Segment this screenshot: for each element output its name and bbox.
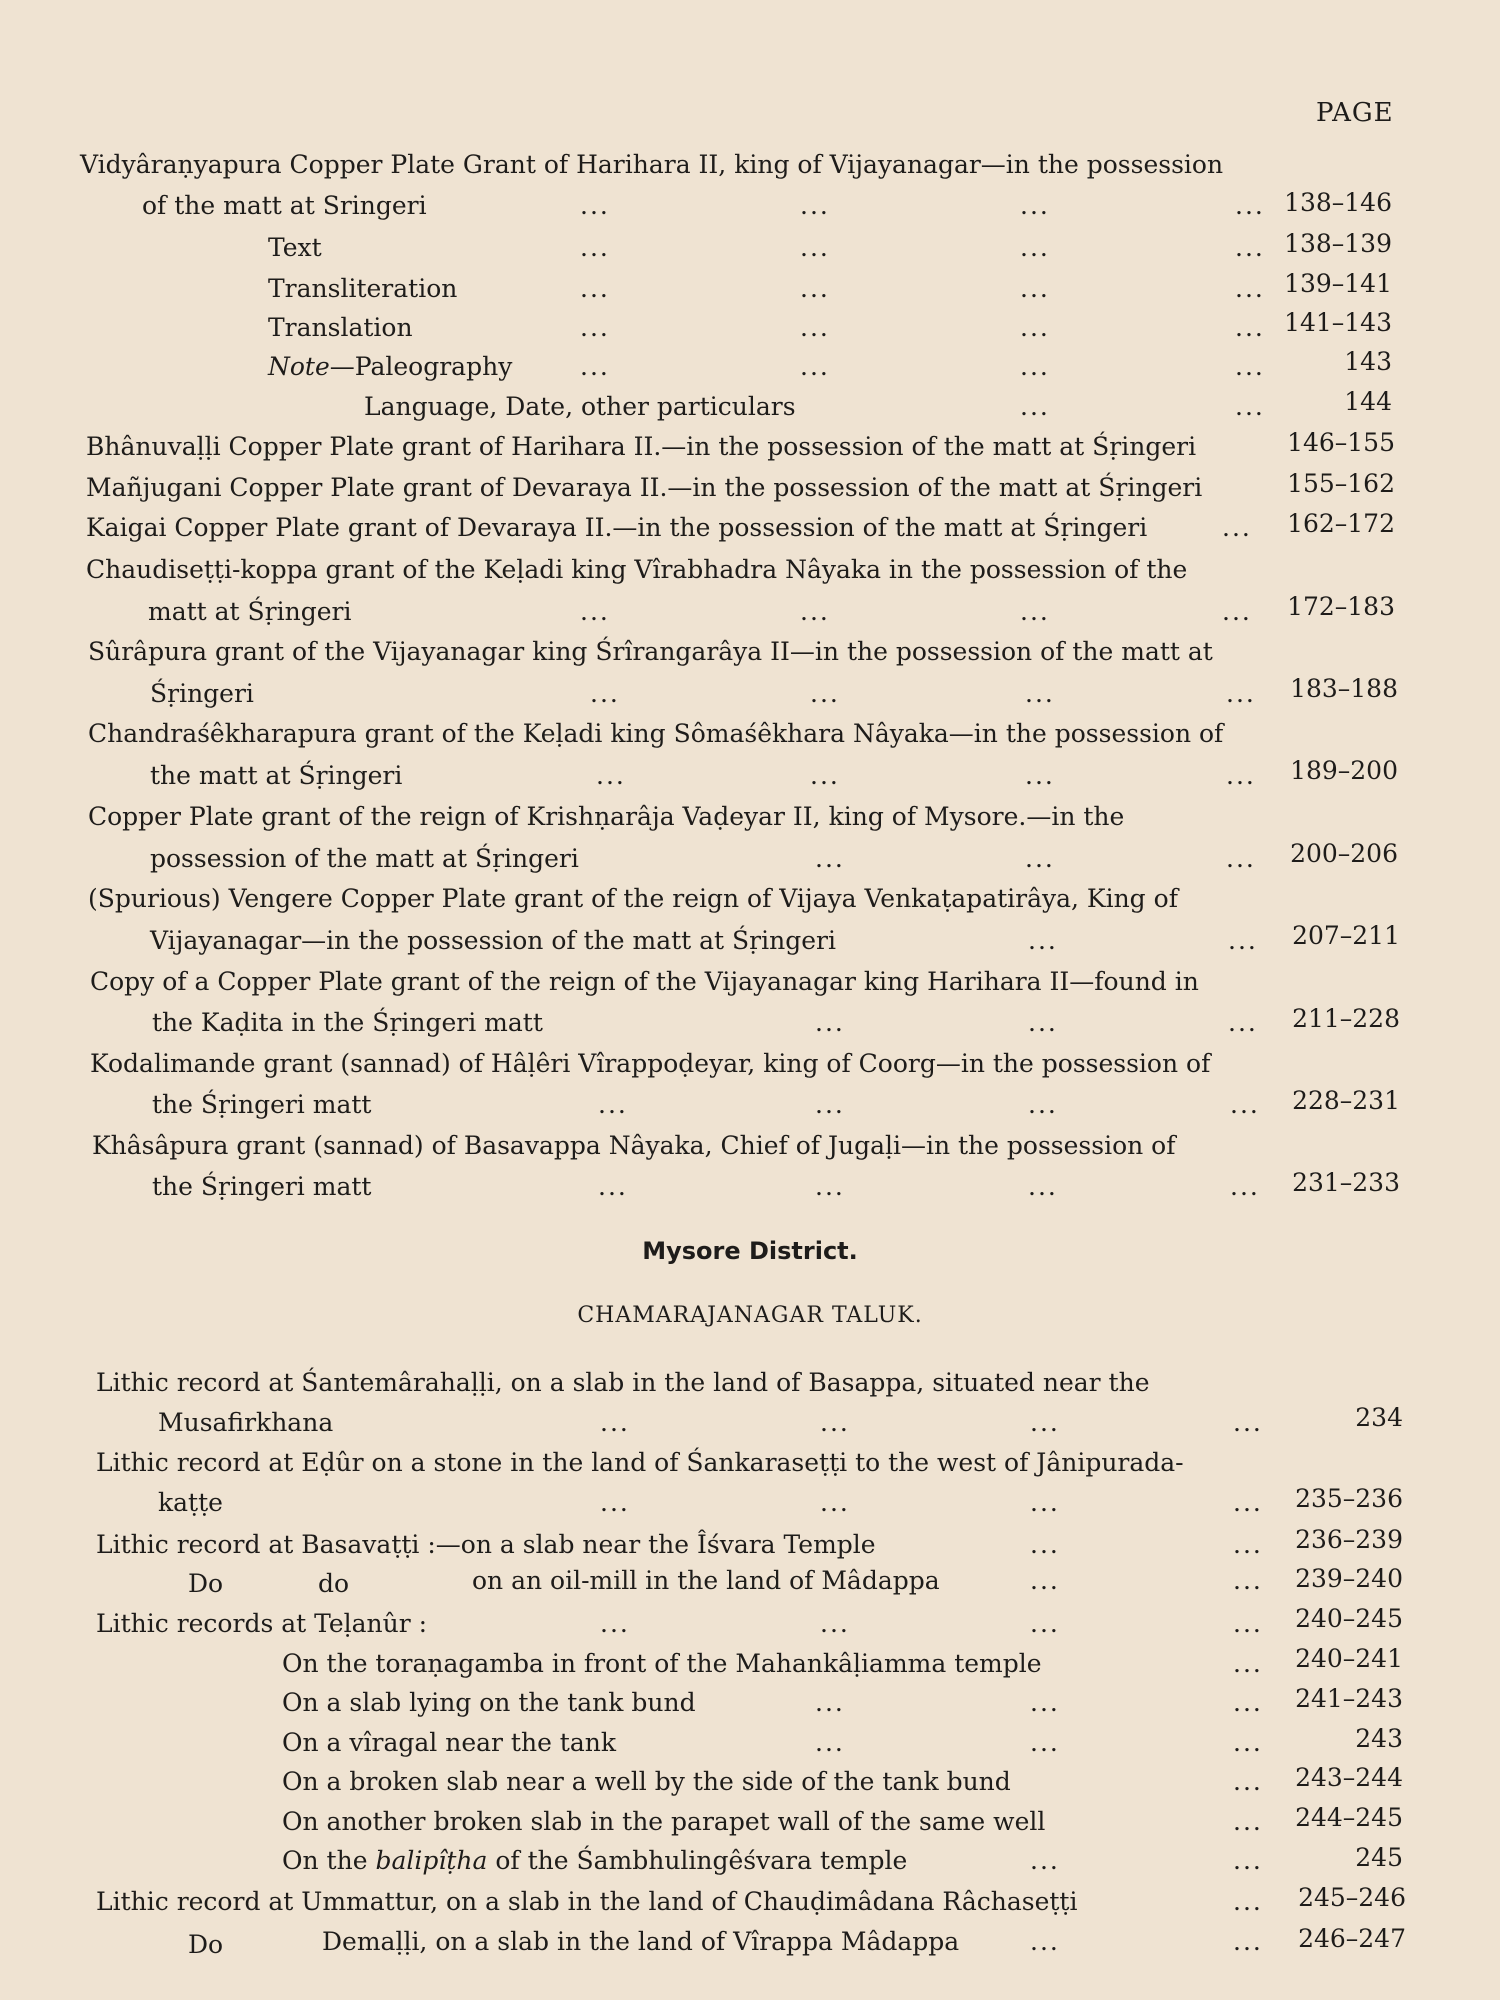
leader-dots: ... xyxy=(820,1488,850,1517)
page-range: 243–244 xyxy=(1295,1763,1403,1792)
leader-dots: ... xyxy=(800,597,830,626)
leader-dots: ... xyxy=(1028,926,1058,955)
leader-dots: ... xyxy=(580,313,610,342)
leader-dots: ... xyxy=(815,1728,845,1757)
text-part: of the Śambhulingêśvara temple xyxy=(487,1846,908,1875)
leader-dots: ... xyxy=(1030,1530,1060,1559)
entry-title-continued: the matt at Śṛingeri xyxy=(150,761,403,790)
entry-title-continued: Musafirkhana xyxy=(158,1408,334,1437)
entry-title-continued: Śṛingeri xyxy=(150,679,254,708)
leader-dots: ... xyxy=(810,761,840,790)
leader-dots: ... xyxy=(800,191,830,220)
leader-dots: ... xyxy=(1233,1767,1263,1796)
leader-dots: ... xyxy=(1020,313,1050,342)
leader-dots: ... xyxy=(1030,1408,1060,1437)
page-range: 241–243 xyxy=(1295,1684,1403,1713)
leader-dots: ... xyxy=(1030,1488,1060,1517)
leader-dots: ... xyxy=(1020,352,1050,381)
page-range: 155–162 xyxy=(1287,469,1395,498)
page-range: 141–143 xyxy=(1284,308,1392,337)
leader-dots: ... xyxy=(1226,761,1256,790)
leader-dots: ... xyxy=(1233,1887,1263,1916)
entry-title: Text xyxy=(268,233,322,262)
leader-dots: ... xyxy=(1020,597,1050,626)
page-range: 246–247 xyxy=(1298,1924,1406,1953)
leader-dots: ... xyxy=(1228,1008,1258,1037)
entry-title: on an oil-mill in the land of Mâdappa xyxy=(472,1566,940,1595)
leader-dots: ... xyxy=(1233,1688,1263,1717)
leader-dots: ... xyxy=(1025,844,1055,873)
leader-dots: ... xyxy=(1020,191,1050,220)
entry-title: Bhânuvaḷḷi Copper Plate grant of Harihara II.—in the possession of the matt at Śṛingeri xyxy=(86,432,1197,461)
leader-dots: ... xyxy=(1030,1846,1060,1875)
leader-dots: ... xyxy=(1235,191,1265,220)
entry-title: Kaigai Copper Plate grant of Devaraya II.—in the possession of the matt at Śṛingeri xyxy=(86,513,1148,542)
entry-title: Lithic record at Eḍûr on a stone in the land of Śankaraseṭṭi to the west of Jânipurada- xyxy=(96,1448,1184,1477)
entry-title: Kodalimande grant (sannad) of Hâḷêri Vîrappoḍeyar, king of Coorg—in the possession of xyxy=(90,1049,1211,1078)
page-range: 146–155 xyxy=(1287,428,1395,457)
page-range: 144 xyxy=(1344,387,1392,416)
page-range: 239–240 xyxy=(1295,1564,1403,1593)
leader-dots: ... xyxy=(1235,274,1265,303)
ditto-label: Do xyxy=(188,1930,224,1959)
note-text: —Paleography xyxy=(329,352,513,381)
entry-title: Copy of a Copper Plate grant of the reign of the Vijayanagar king Harihara II—found in xyxy=(90,967,1199,996)
note-label: Note xyxy=(268,352,330,381)
page-range: 234 xyxy=(1355,1403,1403,1432)
leader-dots: ... xyxy=(820,1609,850,1638)
leader-dots: ... xyxy=(1226,844,1256,873)
leader-dots: ... xyxy=(600,1408,630,1437)
page-range: 235–236 xyxy=(1295,1484,1403,1513)
entry-title: Language, Date, other particulars xyxy=(364,392,796,421)
leader-dots: ... xyxy=(1025,679,1055,708)
leader-dots: ... xyxy=(1235,233,1265,262)
leader-dots: ... xyxy=(810,679,840,708)
entry-title: Lithic record at Śantemârahaḷḷi, on a slab in the land of Basappa, situated near the xyxy=(96,1368,1150,1397)
page-range: 162–172 xyxy=(1287,509,1395,538)
leader-dots: ... xyxy=(1233,1807,1263,1836)
entry-title: Transliteration xyxy=(268,274,458,303)
page-range: 240–241 xyxy=(1295,1644,1403,1673)
leader-dots: ... xyxy=(800,313,830,342)
entry-title: On the toraṇagamba in front of the Mahankâḷiamma temple xyxy=(282,1649,1042,1678)
leader-dots: ... xyxy=(596,761,626,790)
leader-dots: ... xyxy=(1233,1728,1263,1757)
entry-title: On a slab lying on the tank bund xyxy=(282,1688,696,1717)
leader-dots: ... xyxy=(598,1090,628,1119)
entry-title: Chaudiseṭṭi-koppa grant of the Keḷadi king Vîrabhadra Nâyaka in the possession of the xyxy=(86,555,1188,584)
taluk-heading: CHAMARAJANAGAR TALUK. xyxy=(577,1303,923,1328)
entry-title-continued: kaṭṭe xyxy=(158,1488,223,1517)
text-part: On the xyxy=(282,1846,376,1875)
page-range: 172–183 xyxy=(1287,592,1395,621)
page-range: 236–239 xyxy=(1295,1525,1403,1554)
entry-title: Sûrâpura grant of the Vijayanagar king Śrîrangarâya II—in the possession of the matt at xyxy=(88,637,1213,666)
leader-dots: ... xyxy=(1222,597,1252,626)
entry-title: On another broken slab in the parapet wall of the same well xyxy=(282,1807,1046,1836)
entry-title: Mañjugani Copper Plate grant of Devaraya II.—in the possession of the matt at Śṛingeri xyxy=(86,473,1203,502)
leader-dots: ... xyxy=(1233,1408,1263,1437)
page-range: 231–233 xyxy=(1292,1168,1400,1197)
entry-title: Demaḷḷi, on a slab in the land of Vîrappa Mâdappa xyxy=(322,1927,960,1956)
leader-dots: ... xyxy=(1235,352,1265,381)
leader-dots: ... xyxy=(815,1008,845,1037)
entry-title: Translation xyxy=(268,313,413,342)
leader-dots: ... xyxy=(600,1609,630,1638)
page-range: 245–246 xyxy=(1298,1883,1406,1912)
entry-title-continued: Vijayanagar—in the possession of the matt at Śṛingeri xyxy=(150,926,836,955)
page-range: 189–200 xyxy=(1290,756,1398,785)
leader-dots: ... xyxy=(815,1172,845,1201)
leader-dots: ... xyxy=(1233,1488,1263,1517)
page-column-label: PAGE xyxy=(1316,98,1394,128)
page-range: 143 xyxy=(1344,347,1392,376)
entry-title: Lithic records at Teḷanûr : xyxy=(96,1609,428,1638)
district-heading: Mysore District. xyxy=(642,1237,858,1265)
leader-dots: ... xyxy=(800,274,830,303)
leader-dots: ... xyxy=(580,274,610,303)
entry-title: (Spurious) Vengere Copper Plate grant of the reign of Vijaya Venkaṭapatirâya, King of xyxy=(88,884,1178,913)
leader-dots: ... xyxy=(1233,1927,1263,1956)
leader-dots: ... xyxy=(1233,1530,1263,1559)
leader-dots: ... xyxy=(1230,1090,1260,1119)
entry-title-continued: the Kaḍita in the Śṛingeri matt xyxy=(152,1008,543,1037)
page-range: 211–228 xyxy=(1292,1004,1400,1033)
page-range: 139–141 xyxy=(1284,269,1392,298)
leader-dots: ... xyxy=(815,1090,845,1119)
page-range: 243 xyxy=(1355,1724,1403,1753)
leader-dots: ... xyxy=(1025,761,1055,790)
leader-dots: ... xyxy=(580,191,610,220)
leader-dots: ... xyxy=(815,1688,845,1717)
page-range: 244–245 xyxy=(1295,1803,1403,1832)
leader-dots: ... xyxy=(1233,1609,1263,1638)
entry-title: On a broken slab near a well by the side of the tank bund xyxy=(282,1767,1011,1796)
leader-dots: ... xyxy=(815,844,845,873)
entry-title-continued: the Śṛingeri matt xyxy=(152,1172,372,1201)
entry-title-continued: possession of the matt at Śṛingeri xyxy=(150,844,579,873)
leader-dots: ... xyxy=(1233,1566,1263,1595)
leader-dots: ... xyxy=(590,679,620,708)
leader-dots: ... xyxy=(1235,392,1265,421)
leader-dots: ... xyxy=(1028,1090,1058,1119)
leader-dots: ... xyxy=(820,1408,850,1437)
entry-title: On a vîragal near the tank xyxy=(282,1728,617,1757)
page-range: 183–188 xyxy=(1290,674,1398,703)
leader-dots: ... xyxy=(1030,1566,1060,1595)
ditto-label: do xyxy=(318,1569,350,1598)
leader-dots: ... xyxy=(1233,1649,1263,1678)
leader-dots: ... xyxy=(580,233,610,262)
italic-term: balipîṭha xyxy=(375,1846,488,1875)
leader-dots: ... xyxy=(1020,233,1050,262)
leader-dots: ... xyxy=(1028,1172,1058,1201)
leader-dots: ... xyxy=(1030,1728,1060,1757)
entry-title: Khâsâpura grant (sannad) of Basavappa Nâyaka, Chief of Jugaḷi—in the possession of xyxy=(92,1131,1176,1160)
leader-dots: ... xyxy=(800,352,830,381)
entry-title: Vidyâraṇyapura Copper Plate Grant of Harihara II, king of Vijayanagar—in the possession xyxy=(80,150,1224,179)
leader-dots: ... xyxy=(580,352,610,381)
page-range: 138–139 xyxy=(1284,229,1392,258)
page-range: 138–146 xyxy=(1284,188,1392,217)
page-range: 240–245 xyxy=(1295,1604,1403,1633)
ditto-label: Do xyxy=(188,1569,224,1598)
leader-dots: ... xyxy=(1233,1846,1263,1875)
leader-dots: ... xyxy=(598,1172,628,1201)
leader-dots: ... xyxy=(1020,392,1050,421)
entry-title: Copper Plate grant of the reign of Krishṇarâja Vaḍeyar II, king of Mysore.—in the xyxy=(88,802,1125,831)
leader-dots: ... xyxy=(600,1488,630,1517)
leader-dots: ... xyxy=(1030,1688,1060,1717)
leader-dots: ... xyxy=(1235,313,1265,342)
entry-title xyxy=(268,352,512,382)
leader-dots: ... xyxy=(1028,1008,1058,1037)
leader-dots: ... xyxy=(1030,1609,1060,1638)
leader-dots: ... xyxy=(1030,1927,1060,1956)
page-range: 228–231 xyxy=(1292,1086,1400,1115)
page-range: 245 xyxy=(1355,1843,1403,1872)
leader-dots: ... xyxy=(1226,679,1256,708)
entry-title-continued: the Śṛingeri matt xyxy=(152,1090,372,1119)
entry-title: Chandraśêkharapura grant of the Keḷadi king Sômaśêkhara Nâyaka—in the possession of xyxy=(88,719,1224,748)
entry-title-continued: of the matt at Sringeri xyxy=(142,191,427,220)
entry-title: Lithic record at Basavaṭṭi :—on a slab near the Îśvara Temple xyxy=(96,1530,876,1559)
leader-dots: ... xyxy=(1228,926,1258,955)
page-range: 200–206 xyxy=(1290,839,1398,868)
leader-dots: ... xyxy=(1020,274,1050,303)
leader-dots: ... xyxy=(1222,513,1252,542)
page-range: 207–211 xyxy=(1292,921,1400,950)
entry-title xyxy=(282,1846,907,1876)
entry-title-continued: matt at Śṛingeri xyxy=(148,597,352,626)
leader-dots: ... xyxy=(580,597,610,626)
leader-dots: ... xyxy=(800,233,830,262)
leader-dots: ... xyxy=(1230,1172,1260,1201)
entry-title: Lithic record at Ummattur, on a slab in the land of Chauḍimâdana Râchaseṭṭi xyxy=(96,1887,1078,1916)
